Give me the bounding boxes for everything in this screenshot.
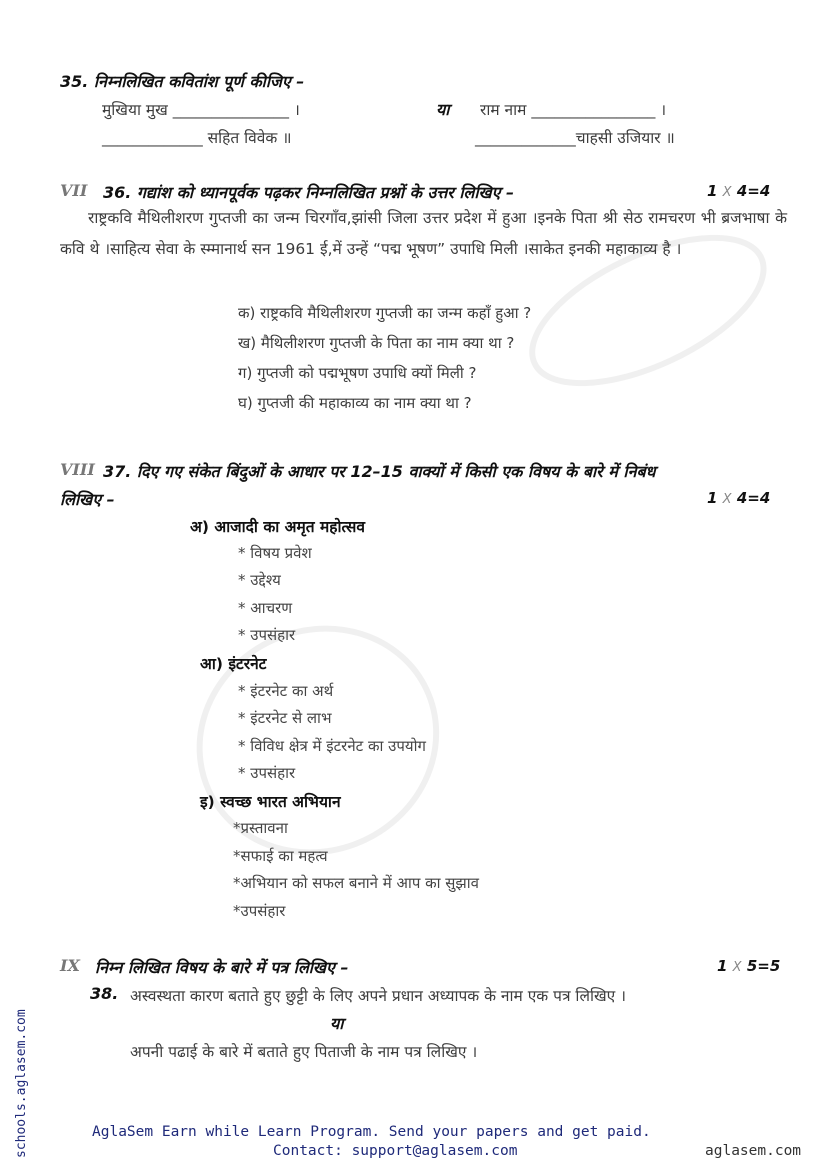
q36-question-4: घ) गुप्तजी की महाकाव्य का नाम क्या था ?	[238, 394, 472, 412]
footer-promo: AglaSem Earn while Learn Program. Send your papers and get paid.	[92, 1124, 651, 1140]
q35-line2-left: _____________ सहित विवेक ॥	[102, 129, 292, 147]
q38-heading: निम्न लिखित विषय के बारे में पत्र लिखिए –	[95, 958, 349, 977]
q37-topic-1-title: अ) आजादी का अमृत महोत्सव	[190, 518, 366, 536]
marks-times: X	[722, 492, 732, 507]
q36-marks	[707, 182, 770, 200]
q36-question-1: क) राष्ट्रकवि मैथिलीशरण गुप्तजी का जन्म कहाँ हुआ ?	[238, 304, 532, 322]
q36-heading: 36. गद्यांश को ध्यानपूर्वक पढ़कर निम्नलिखित प्रश्नों के उत्तर लिखिए –	[103, 183, 515, 202]
q37-topic-2-title: आ) इंटरनेट	[200, 655, 267, 673]
q38-number: 38.	[90, 984, 119, 1003]
marks-count: 1	[717, 957, 728, 975]
side-url: schools.aglasem.com	[14, 1009, 29, 1158]
q35-line2-right: _____________चाहसी उजियार ॥	[475, 129, 675, 147]
q37-topic-2-point: * इंटरनेट का अर्थ	[238, 682, 334, 700]
q37-heading-line1: 37. दिए गए संकेत बिंदुओं के आधार पर 12–15 वाक्यों में किसी एक विषय के बारे में निबंध	[103, 462, 656, 481]
q36-passage: राष्ट्रकवि मैथिलीशरण गुप्तजी का जन्म चिरगाँव,झांसी जिला उत्तर प्रदेश में हुआ ।इनके पिता श्री सेठ रामचरण भी ब्रजभाषा के कवि थे ।साहित्य सेवा के स्म्मानार्थ सन 1961 ई,में उन्हें “पद्म भूषण” उपाधि मिली ।साकेत इनकी महाकाव्य है ।	[60, 209, 787, 258]
q37-marks	[707, 489, 770, 507]
marks-total: 4=4	[736, 489, 771, 507]
q38-section-number: IX	[60, 956, 80, 975]
marks-count: 1	[707, 489, 718, 507]
q37-topic-3-title: इ) स्वच्छ भारत अभियान	[200, 793, 341, 811]
q37-topic-1-point: * उपसंहार	[238, 626, 296, 644]
q35-heading: 35. निम्नलिखित कवितांश पूर्ण कीजिए –	[60, 72, 305, 91]
marks-count: 1	[707, 182, 718, 200]
q37-section-number: VIII	[60, 460, 95, 479]
footer-site: aglasem.com	[705, 1143, 802, 1159]
marks-times: X	[732, 960, 742, 975]
q37-topic-3-point: *सफाई का महत्व	[233, 847, 328, 865]
q36-question-3: ग) गुप्तजी को पद्मभूषण उपाधि क्यों मिली ?	[238, 364, 477, 382]
marks-total: 5=5	[746, 957, 781, 975]
q37-topic-2-point: * उपसंहार	[238, 764, 296, 782]
footer-contact: Contact: support@aglasem.com	[273, 1143, 518, 1159]
marks-times: X	[722, 185, 732, 200]
q36-section-number: VII	[60, 181, 88, 200]
q38-option-2: अपनी पढाई के बारे में बताते हुए पिताजी के नाम पत्र लिखिए ।	[130, 1043, 478, 1061]
q37-topic-1-point: * आचरण	[238, 599, 293, 617]
q37-topic-3-point: *अभियान को सफल बनाने में आप का सुझाव	[233, 874, 479, 892]
q35-line1-right: राम नाम ________________ ।	[480, 101, 667, 119]
q38-or-label: या	[330, 1014, 344, 1033]
q37-topic-2-point: * विविध क्षेत्र में इंटरनेट का उपयोग	[238, 737, 426, 755]
marks-total: 4=4	[736, 182, 771, 200]
q37-heading-line2: लिखिए –	[60, 490, 115, 509]
q37-topic-3-point: *उपसंहार	[233, 902, 286, 920]
q37-topic-1-point: * उद्देश्य	[238, 571, 281, 589]
q36-question-2: ख) मैथिलीशरण गुप्तजी के पिता का नाम क्या था ?	[238, 334, 515, 352]
q35-line1-left: मुखिया मुख _______________ ।	[102, 101, 300, 119]
q37-topic-2-point: * इंटरनेट से लाभ	[238, 709, 332, 727]
q35-or-label: या	[436, 100, 450, 119]
q38-marks	[717, 957, 780, 975]
q38-option-1: अस्वस्थता कारण बताते हुए छुट्टी के लिए अपने प्रधान अध्यापक के नाम एक पत्र लिखिए ।	[130, 987, 627, 1005]
q37-topic-3-point: *प्रस्तावना	[233, 819, 288, 837]
q37-topic-1-point: * विषय प्रवेश	[238, 544, 312, 562]
